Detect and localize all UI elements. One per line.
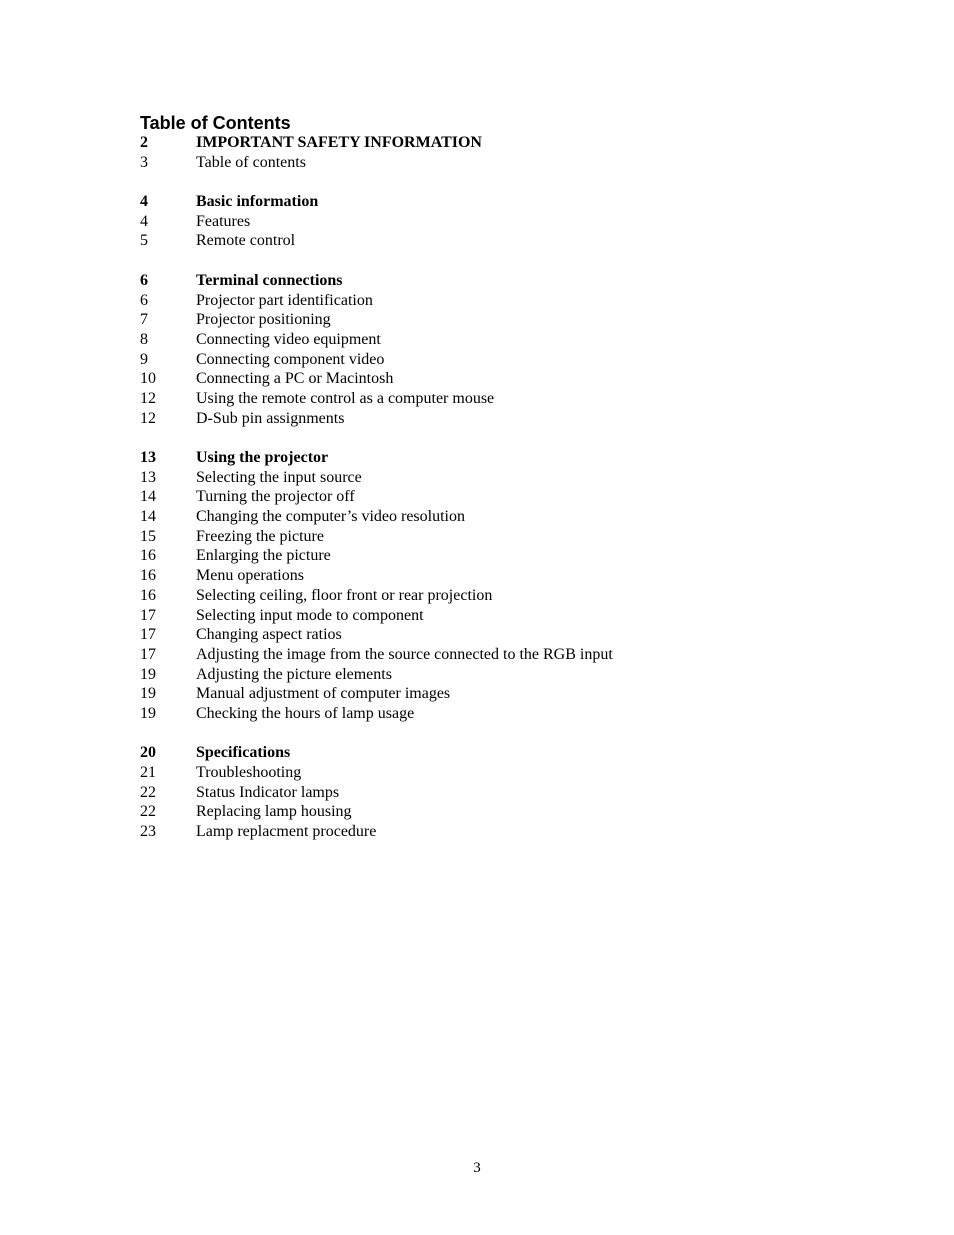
toc-entry-title: Troubleshooting — [196, 764, 302, 781]
toc-entry-title: Connecting component video — [196, 350, 385, 368]
toc-page-number: 14 — [140, 488, 156, 506]
toc-page-number: 17 — [140, 606, 156, 624]
toc-page-number: 17 — [140, 645, 156, 663]
toc-entry-title: Connecting video equipment — [196, 330, 381, 348]
toc-entry — [140, 212, 820, 232]
toc-entry — [140, 487, 820, 507]
toc-section-heading — [140, 448, 820, 468]
toc-page-number: 9 — [140, 350, 148, 368]
toc-page-number: 22 — [140, 803, 156, 821]
toc-entry-title: Using the remote control as a computer mouse — [196, 389, 495, 407]
toc-entry-title: Table of contents — [196, 153, 306, 171]
toc-page-number: 22 — [140, 783, 156, 801]
toc-entry-title: Specifications — [196, 744, 291, 762]
toc-section-heading — [140, 133, 820, 153]
toc-page-number: 7 — [140, 311, 148, 329]
toc-page-number: 19 — [140, 665, 156, 683]
toc-entry — [140, 625, 820, 645]
toc-page-number: 3 — [140, 153, 148, 171]
toc-entry — [140, 586, 820, 606]
toc-page-number: 5 — [140, 232, 148, 250]
toc-page-number: 12 — [140, 409, 156, 427]
toc-entry — [140, 507, 820, 527]
toc-entry — [140, 684, 820, 704]
toc-entry-title: Menu operations — [196, 567, 304, 585]
toc-entry-title: Enlarging the picture — [196, 547, 331, 565]
toc-entry — [140, 606, 820, 626]
toc-entry-title: Features — [196, 212, 251, 230]
toc-page-number: 16 — [140, 547, 156, 565]
toc-section — [140, 133, 820, 172]
toc-page-number: 2 — [140, 134, 148, 151]
toc-page-number: 20 — [140, 744, 156, 762]
toc-entry-title: Projector positioning — [196, 311, 331, 329]
toc-entry — [140, 153, 820, 173]
toc-entry-title: D-Sub pin assignments — [196, 409, 345, 427]
toc-page-number: 16 — [140, 567, 156, 585]
toc-page-number: 19 — [140, 685, 156, 703]
toc-entry — [140, 783, 820, 803]
toc-entry — [140, 389, 820, 409]
toc-page-number: 6 — [140, 291, 148, 309]
toc-page-number: 19 — [140, 704, 156, 722]
table-of-contents — [140, 133, 820, 861]
toc-entry-title: Terminal connections — [196, 271, 343, 289]
toc-entry — [140, 468, 820, 488]
toc-page-number: 13 — [140, 468, 156, 486]
toc-section — [140, 743, 820, 841]
toc-section-heading — [140, 271, 820, 291]
toc-section-heading — [140, 743, 820, 763]
toc-page-number: 10 — [140, 370, 156, 388]
toc-entry — [140, 802, 820, 822]
toc-entry-title: Selecting input mode to component — [196, 606, 424, 624]
toc-entry-title: Checking the hours of lamp usage — [196, 704, 415, 722]
page-number: 3 — [473, 1160, 481, 1176]
toc-page-number: 23 — [140, 823, 156, 841]
toc-entry-title: Changing the computer’s video resolution — [196, 508, 465, 526]
toc-section — [140, 192, 820, 251]
toc-entry-title: Using the projector — [196, 449, 329, 466]
toc-section — [140, 448, 820, 724]
toc-page-number: 13 — [140, 449, 156, 466]
toc-page-number: 14 — [140, 508, 156, 526]
toc-entry-title: Adjusting the picture elements — [196, 665, 392, 683]
toc-entry-title: Freezing the picture — [196, 527, 324, 545]
toc-entry — [140, 369, 820, 389]
toc-entry-title: Manual adjustment of computer images — [196, 685, 451, 703]
toc-entry — [140, 763, 820, 783]
toc-entry-title: Basic information — [196, 193, 319, 211]
toc-entry — [140, 231, 820, 251]
toc-entry — [140, 350, 820, 370]
toc-entry — [140, 330, 820, 350]
toc-entry — [140, 704, 820, 724]
toc-section — [140, 271, 820, 429]
toc-entry-title: Replacing lamp housing — [196, 803, 352, 821]
toc-entry — [140, 546, 820, 566]
toc-entry — [140, 665, 820, 685]
toc-entry — [140, 645, 820, 665]
toc-page-number: 12 — [140, 389, 156, 407]
toc-page-number: 17 — [140, 626, 156, 644]
toc-entry-title: Changing aspect ratios — [196, 626, 342, 644]
toc-entry — [140, 822, 820, 842]
toc-entry-title: Connecting a PC or Macintosh — [196, 370, 394, 388]
toc-entry — [140, 527, 820, 547]
toc-page-number: 8 — [140, 330, 148, 348]
toc-entry — [140, 291, 820, 311]
toc-entry-title: Lamp replacment procedure — [196, 823, 377, 841]
toc-entry-title: Adjusting the image from the source connected to the RGB input — [196, 645, 613, 663]
toc-page-number: 4 — [140, 212, 148, 230]
toc-page-number: 15 — [140, 527, 156, 545]
toc-entry-title: Projector part identification — [196, 291, 373, 309]
toc-page-number: 16 — [140, 586, 156, 604]
toc-entry-title: Turning the projector off — [196, 488, 355, 506]
toc-entry-title: Selecting ceiling, floor front or rear projection — [196, 586, 493, 604]
toc-page-number: 21 — [140, 764, 156, 781]
toc-page-number: 4 — [140, 193, 148, 211]
toc-entry-title: IMPORTANT SAFETY INFORMATION — [196, 134, 482, 151]
toc-entry-title: Selecting the input source — [196, 468, 362, 486]
toc-entry — [140, 566, 820, 586]
toc-section-heading — [140, 192, 820, 212]
toc-entry — [140, 310, 820, 330]
toc-entry-title: Status Indicator lamps — [196, 783, 340, 801]
toc-entry — [140, 409, 820, 429]
page-title: Table of Contents — [140, 113, 291, 133]
toc-entry-title: Remote control — [196, 232, 296, 250]
toc-page-number: 6 — [140, 271, 148, 289]
